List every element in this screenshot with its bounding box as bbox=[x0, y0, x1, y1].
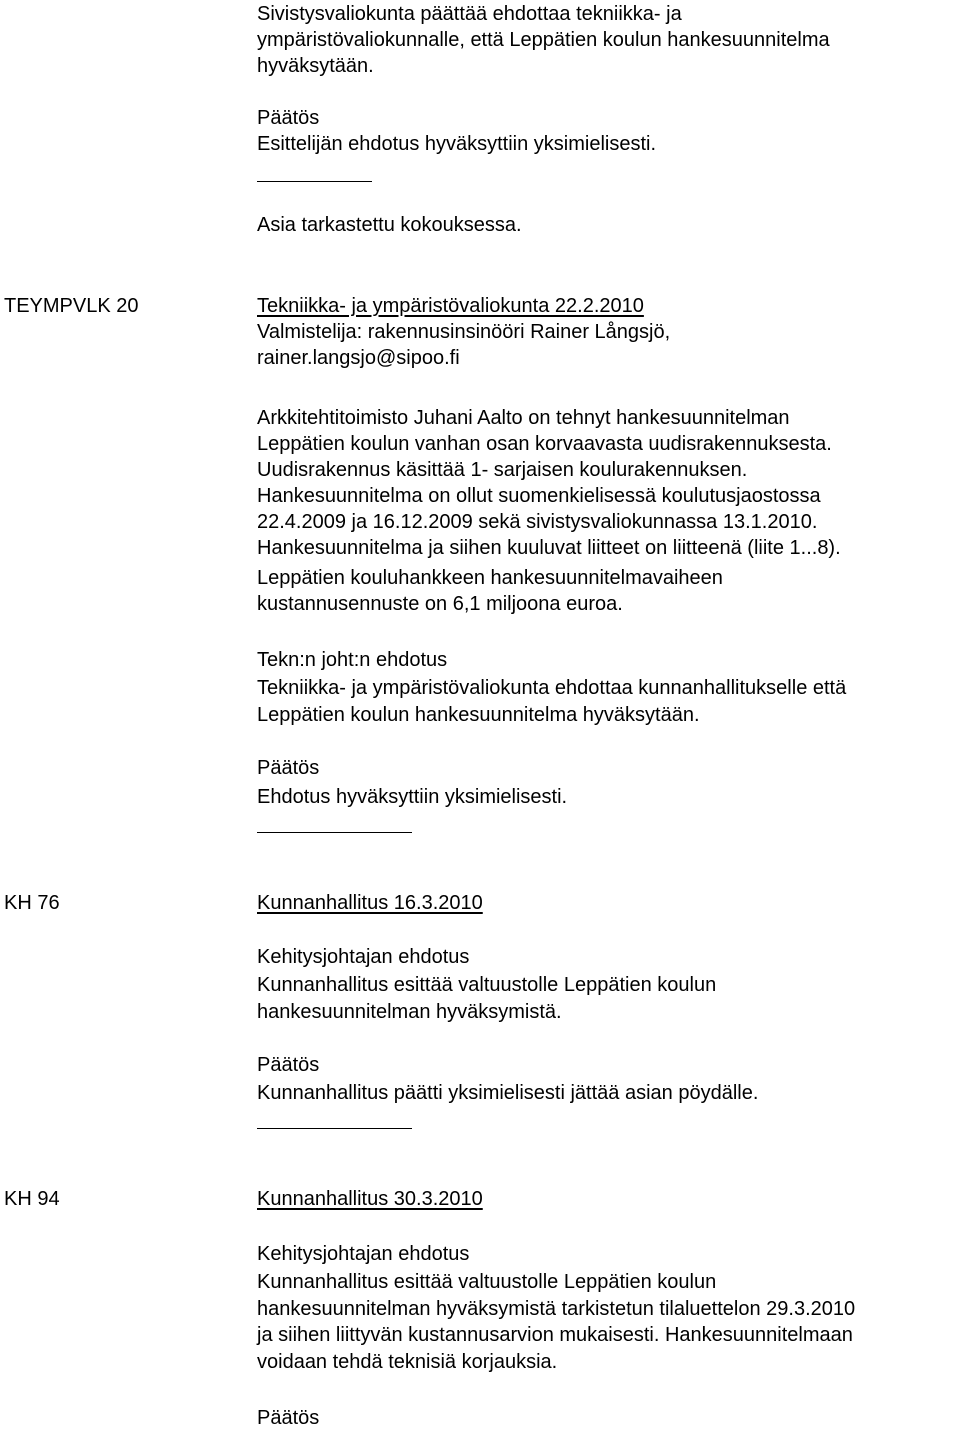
intro-line-1: Sivistysvaliokunta päättää ehdottaa tekniikka- ja bbox=[257, 3, 682, 25]
kh76-label: KH 76 bbox=[4, 892, 60, 914]
teympvlk-body-line-3: Uudisrakennus käsittää 1- sarjaisen koulurakennuksen. bbox=[257, 459, 748, 481]
kh76-proposal-line-1: Kunnanhallitus esittää valtuustolle Leppätien koulun bbox=[257, 974, 717, 996]
kh76-proposal-line-2: hankesuunnitelman hyväksymistä. bbox=[257, 1001, 562, 1023]
teympvlk-preparer-line-1: Valmistelija: rakennusinsinööri Rainer Långsjö, bbox=[257, 321, 671, 343]
kh76-decision-heading: Päätös bbox=[257, 1054, 320, 1076]
teympvlk-body-line-1: Arkkitehtitoimisto Juhani Aalto on tehnyt hankesuunnitelman bbox=[257, 407, 790, 429]
intro-note: Asia tarkastettu kokouksessa. bbox=[257, 214, 522, 236]
teympvlk-label: TEYMPVLK 20 bbox=[4, 295, 139, 317]
teympvlk-body-line-4: Hankesuunnitelma on ollut suomenkielisessä koulutusjaostossa bbox=[257, 485, 821, 507]
kh94-proposal-line-1: Kunnanhallitus esittää valtuustolle Leppätien koulun bbox=[257, 1271, 717, 1293]
separator-line bbox=[257, 181, 372, 182]
kh94-label: KH 94 bbox=[4, 1188, 60, 1210]
teympvlk-decision-text: Ehdotus hyväksyttiin yksimielisesti. bbox=[257, 786, 568, 808]
kh76-decision-text: Kunnanhallitus päätti yksimielisesti jättää asian pöydälle. bbox=[257, 1082, 759, 1104]
kh94-proposal-line-3: ja siihen liittyvän kustannusarvion mukaisesti. Hankesuunnitelmaan bbox=[257, 1324, 853, 1346]
intro-decision-heading: Päätös bbox=[257, 107, 320, 129]
teympvlk-body-line-6: Hankesuunnitelma ja siihen kuuluvat liitteet on liitteenä (liite 1...8). bbox=[257, 537, 841, 559]
kh94-proposal-line-4: voidaan tehdä teknisiä korjauksia. bbox=[257, 1351, 558, 1373]
teympvlk-body-line-8: kustannusennuste on 6,1 miljoona euroa. bbox=[257, 593, 623, 615]
kh76-proposal-heading: Kehitysjohtajan ehdotus bbox=[257, 946, 470, 968]
intro-line-2: ympäristövaliokunnalle, että Leppätien koulun hankesuunnitelma bbox=[257, 29, 830, 51]
kh94-decision-heading: Päätös bbox=[257, 1407, 320, 1429]
teympvlk-proposal-line-2: Leppätien koulun hankesuunnitelma hyväksytään. bbox=[257, 704, 700, 726]
intro-line-3: hyväksytään. bbox=[257, 55, 374, 77]
teympvlk-proposal-line-1: Tekniikka- ja ympäristövaliokunta ehdottaa kunnanhallitukselle että bbox=[257, 677, 847, 699]
teympvlk-proposal-heading: Tekn:n joht:n ehdotus bbox=[257, 649, 448, 671]
teympvlk-preparer-line-2: rainer.langsjo@sipoo.fi bbox=[257, 347, 460, 369]
intro-decision-text: Esittelijän ehdotus hyväksyttiin yksimielisesti. bbox=[257, 133, 657, 155]
teympvlk-body-line-2: Leppätien koulun vanhan osan korvaavasta uudisrakennuksesta. bbox=[257, 433, 832, 455]
kh94-title: Kunnanhallitus 30.3.2010 bbox=[257, 1188, 483, 1210]
teympvlk-body-line-5: 22.4.2009 ja 16.12.2009 sekä sivistysvaliokunnassa 13.1.2010. bbox=[257, 511, 818, 533]
kh76-title: Kunnanhallitus 16.3.2010 bbox=[257, 892, 483, 914]
separator-line bbox=[257, 1128, 412, 1129]
teympvlk-title: Tekniikka- ja ympäristövaliokunta 22.2.2010 bbox=[257, 295, 644, 317]
teympvlk-decision-heading: Päätös bbox=[257, 757, 320, 779]
separator-line bbox=[257, 832, 412, 833]
kh94-proposal-line-2: hankesuunnitelman hyväksymistä tarkistetun tilaluettelon 29.3.2010 bbox=[257, 1298, 856, 1320]
teympvlk-body-line-7: Leppätien kouluhankkeen hankesuunnitelmavaiheen bbox=[257, 567, 723, 589]
kh94-proposal-heading: Kehitysjohtajan ehdotus bbox=[257, 1243, 470, 1265]
